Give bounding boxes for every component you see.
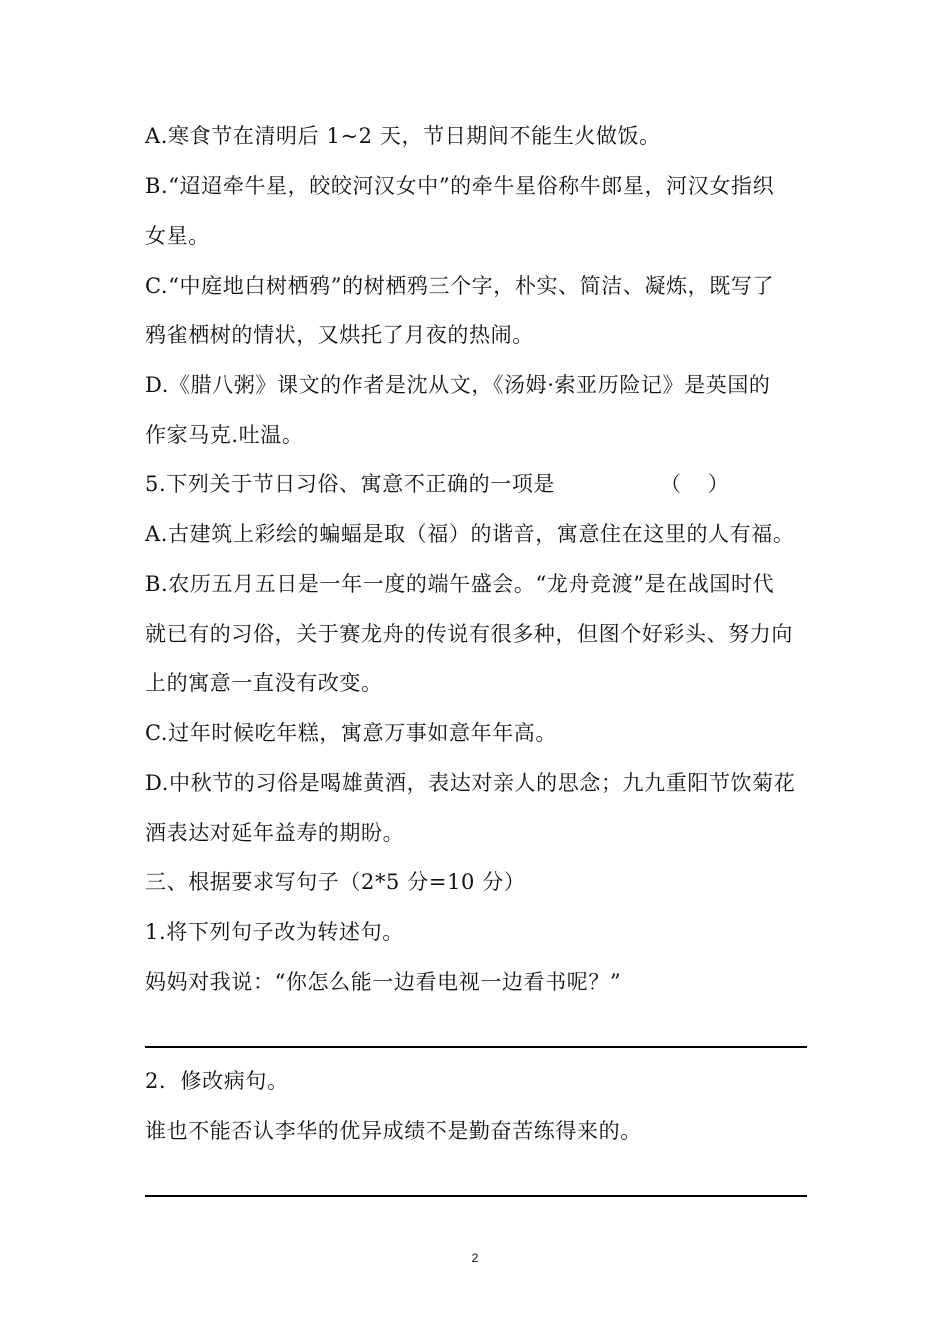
question-1-prompt: 1.将下列句子改为转述句。 [145,920,404,944]
question-1-sentence: 妈妈对我说：“你怎么能一边看电视一边看书呢？” [145,970,622,994]
option-5d-line2: 酒表达对延年益寿的期盼。 [145,821,405,845]
answer-parentheses[interactable]: （ ） [660,472,729,496]
option-4b-line2: 女星。 [145,224,210,248]
page-number: 2 [471,1251,479,1265]
option-4b-line1: B.“迢迢牵牛星，皎皎河汉女中”的牵牛星俗称牛郎星，河汉女指织 [145,174,775,198]
option-5c: C.过年时候吃年糕，寓意万事如意年年高。 [145,721,557,745]
option-4c-line2: 鸦雀栖树的情状，又烘托了月夜的热闹。 [145,323,534,347]
option-5b-line2: 就已有的习俗，关于赛龙舟的传说有很多种，但图个好彩头、努力向 [145,622,793,646]
option-4c-line1: C.“中庭地白树栖鸦”的树栖鸦三个字，朴实、简洁、凝炼，既写了 [145,274,775,298]
option-5d-line1: D.中秋节的习俗是喝雄黄酒，表达对亲人的思念；九九重阳节饮菊花 [145,771,796,795]
answer-line-1[interactable] [145,1046,807,1048]
answer-line-2[interactable] [145,1195,807,1197]
option-4d-line2: 作家马克.吐温。 [145,423,304,447]
question-2-prompt: 2．修改病句。 [145,1069,289,1093]
option-5b-line3: 上的寓意一直没有改变。 [145,671,383,695]
question-2-sentence: 谁也不能否认李华的优异成绩不是勤奋苦练得来的。 [145,1119,642,1143]
option-4d-line1: D.《腊八粥》课文的作者是沈从文，《汤姆·索亚历险记》是英国的 [145,373,771,397]
option-4a: A.寒食节在清明后 1~2 天，节日期间不能生火做饭。 [145,124,661,148]
option-5b-line1: B.农历五月五日是一年一度的端午盛会。“龙舟竞渡”是在战国时代 [145,572,775,596]
question-5-stem: 5.下列关于节日习俗、寓意不正确的一项是 [145,472,556,496]
option-5a: A.古建筑上彩绘的蝙蝠是取（福）的谐音，寓意住在这里的人有福。 [145,522,795,546]
section-3-heading: 三、根据要求写句子（2*5 分=10 分） [145,870,526,894]
